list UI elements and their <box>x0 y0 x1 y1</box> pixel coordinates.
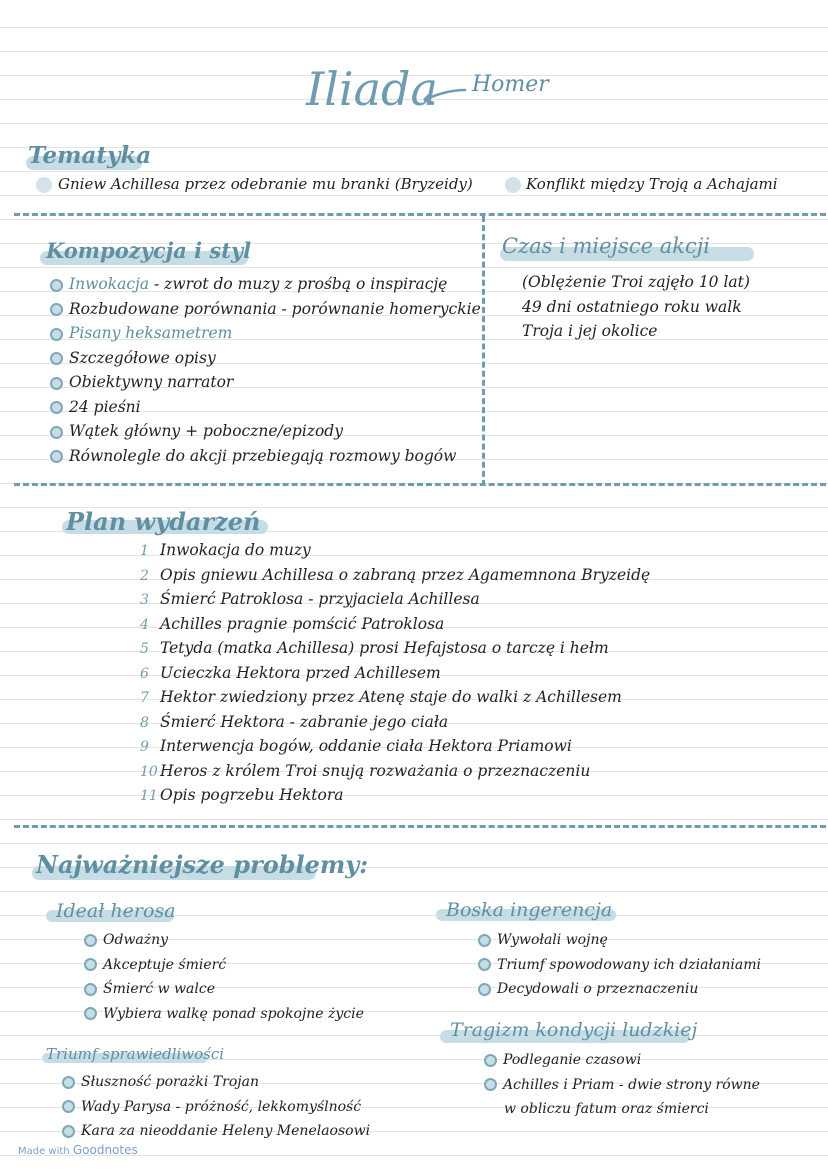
list-item: 24 pieśni <box>50 395 481 420</box>
bullet-icon <box>50 377 63 390</box>
bullet-icon <box>50 303 63 316</box>
bullet-icon <box>62 1125 75 1138</box>
bullet-icon <box>50 450 63 463</box>
list-item: 11 Opis pogrzebu Hektora <box>140 786 344 804</box>
section-heading-kompozycja: Kompozycja i styl <box>46 238 252 263</box>
list-item: Śmierć w walce <box>84 977 364 1002</box>
subheading-boska: Boska ingerencja <box>446 899 613 921</box>
bullet-icon <box>484 1054 497 1067</box>
list-item: 10 Heros z królem Troi snują rozważania o przeznaczeniu <box>140 761 591 780</box>
list-item: 6 Ucieczka Hektora przed Achillesem <box>140 663 441 682</box>
bullet-icon <box>50 279 63 292</box>
bullet-icon <box>62 1076 75 1089</box>
author: Homer <box>472 72 549 97</box>
list-item: Triumf spowodowany ich działaniami <box>478 953 761 978</box>
ideal-list <box>84 928 364 1026</box>
list-item: 5 Tetyda (matka Achillesa) prosi Hefajstosa o tarczę i hełm <box>140 639 609 657</box>
bullet-icon <box>36 177 52 193</box>
subheading-triumf: Triumf sprawiedliwości <box>46 1045 225 1063</box>
bullet-icon <box>478 934 491 947</box>
list-item: 49 dni ostatniego roku walk <box>522 297 742 316</box>
bullet-icon <box>84 934 97 947</box>
bullet-icon <box>84 983 97 996</box>
list-item: 4 Achilles pragnie pomścić Patroklosa <box>140 614 445 633</box>
list-item: 8 Śmierć Hektora - zabranie jego ciała <box>140 712 449 731</box>
section-heading-czas: Czas i miejsce akcji <box>502 234 710 258</box>
list-item: Wątek główny + poboczne/epizody <box>50 419 481 444</box>
subheading-tragizm: Tragizm kondycji ludzkiej <box>450 1019 698 1041</box>
list-item: Wybiera walkę ponad spokojne życie <box>84 1002 364 1027</box>
time-place-list <box>522 270 750 344</box>
divider-vertical <box>482 216 485 486</box>
bullet-icon <box>478 958 491 971</box>
divider <box>14 825 826 828</box>
bullet-icon <box>505 177 521 193</box>
divider <box>14 483 826 486</box>
list-item: 1 Inwokacja do muzy <box>140 541 311 559</box>
list-item: Szczegółowe opisy <box>50 346 481 371</box>
list-item: Słuszność porażki Trojan <box>62 1070 370 1095</box>
goodnotes-watermark: Made with Goodnotes <box>18 1143 138 1157</box>
bullet-icon <box>484 1078 497 1091</box>
list-item: Podleganie czasowi <box>484 1048 760 1073</box>
bullet-icon <box>50 328 63 341</box>
list-item: Decydowali o przeznaczeniu <box>478 977 761 1002</box>
list-item: 3 Śmierć Patroklosa - przyjaciela Achillesa <box>140 590 480 608</box>
section-heading-plan: Plan wydarzeń <box>66 507 261 536</box>
triumf-list <box>62 1070 370 1144</box>
list-item: Achilles i Priam - dwie strony równe <box>484 1073 760 1098</box>
list-item-continuation: w obliczu fatum oraz śmierci <box>504 1101 709 1117</box>
list-item: Inwokacja - zwrot do muzy z prośbą o inspirację <box>50 272 481 297</box>
list-item: Wady Parysa - próżność, lekkomyślność <box>62 1095 370 1120</box>
boska-list <box>478 928 761 1002</box>
list-item: (Oblężenie Troi zajęło 10 lat) <box>522 273 750 291</box>
list-item: 2 Opis gniewu Achillesa o zabraną przez Agamemnona Bryzeidę <box>140 565 651 584</box>
bullet-icon <box>84 958 97 971</box>
topic-item: Konflikt między Troją a Achajami <box>526 175 778 193</box>
bullet-icon <box>50 426 63 439</box>
subheading-ideal: Ideał herosa <box>56 900 176 922</box>
page-title: Iliada <box>306 62 438 116</box>
tragizm-list <box>484 1048 760 1122</box>
list-item: Wywołali wojnę <box>478 928 761 953</box>
bullet-icon <box>84 1007 97 1020</box>
bullet-icon <box>62 1100 75 1113</box>
composition-list <box>50 272 481 468</box>
plan-list <box>140 538 650 808</box>
list-item: Obiektywny narrator <box>50 370 481 395</box>
bullet-icon <box>50 352 63 365</box>
section-heading-tematyka: Tematyka <box>28 142 152 169</box>
list-item: Akceptuje śmierć <box>84 953 364 978</box>
list-item: Odważny <box>84 928 364 953</box>
topic-item: Gniew Achillesa przez odebranie mu branki (Bryzeidy) <box>58 175 473 193</box>
divider <box>14 213 826 216</box>
list-item: 9 Interwencja bogów, oddanie ciała Hektora Priamowi <box>140 737 572 755</box>
list-item: Pisany heksametrem <box>50 321 481 346</box>
list-item: Równolegle do akcji przebiegają rozmowy bogów <box>50 444 481 469</box>
list-item: Troja i jej okolice <box>522 322 658 340</box>
list-item: Kara za nieoddanie Heleny Menelaosowi <box>62 1119 370 1144</box>
arrow-icon <box>420 84 468 106</box>
list-item: Rozbudowane porównania - porównanie homeryckie <box>50 297 481 322</box>
bullet-icon <box>478 983 491 996</box>
bullet-icon <box>50 401 63 414</box>
list-item: 7 Hektor zwiedziony przez Atenę staje do walki z Achillesem <box>140 688 622 706</box>
section-heading-problemy: Najważniejsze problemy: <box>36 850 369 879</box>
